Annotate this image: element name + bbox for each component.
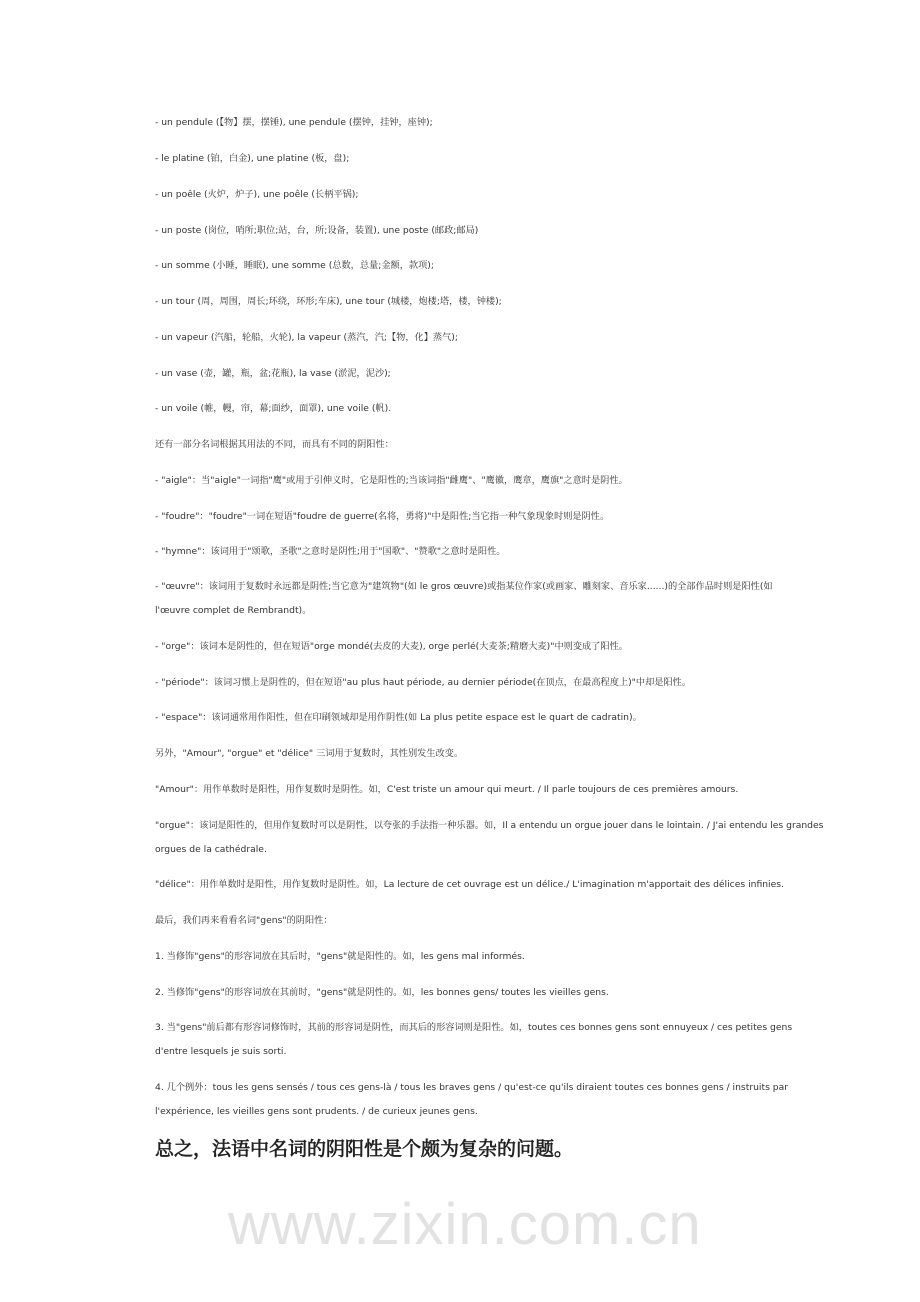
text-line: 3. 当"gens"前后都有形容词修饰时，其前的形容词是阴性，而其后的形容词则是阳性。如，toutes ces bonnes gens sont ennuyeux / ces petites gens xyxy=(155,1022,793,1033)
text-line: orgues de la cathédrale. xyxy=(155,844,267,855)
watermark: www.zixin.com.cn xyxy=(228,1192,702,1257)
text-line: 2. 当修饰"gens"的形容词放在其前时，"gens"就是阴性的。如，les bonnes gens/ toutes les vieilles gens. xyxy=(155,987,609,998)
conclusion-heading: 总之，法语中名词的阴阳性是个颇为复杂的问题。 xyxy=(155,1138,574,1160)
text-line: - "aigle"：当"aigle"一词指"鹰"或用于引伸义时，它是阳性的;当该词指"雌鹰"、"鹰徽，鹰章，鹰旗"之意时是阴性。 xyxy=(155,475,628,486)
text-line: - un somme (小睡，睡眠), une somme (总数，总量;金额，款项); xyxy=(155,260,434,271)
text-line: - "foudre"："foudre"一词在短语"foudre de guerre(名将，勇将)"中是阳性;当它指一种气象现象时则是阴性。 xyxy=(155,511,610,522)
text-line: - "période"：该词习惯上是阴性的，但在短语"au plus haut période, au dernier période(在顶点，在最高程度上)"中却是阳性。 xyxy=(155,677,692,688)
text-line: 还有一部分名词根据其用法的不同，而具有不同的阴阳性： xyxy=(155,439,394,450)
text-line: 1. 当修饰"gens"的形容词放在其后时，"gens"就是阳性的。如，les gens mal informés. xyxy=(155,951,525,962)
text-line: - le platine (铂，白金), une platine (板，盘); xyxy=(155,153,350,164)
text-line: "Amour"：用作单数时是阳性，用作复数时是阴性。如，C'est triste un amour qui meurt. / Il parle toujours de ces premières amours. xyxy=(155,784,739,795)
text-line: "délice"：用作单数时是阳性，用作复数时是阴性。如，La lecture de cet ouvrage est un délice./ L'imagination m'apportait des délices infinies. xyxy=(155,879,784,890)
text-line: "orgue"：该词是阳性的，但用作复数时可以是阴性，以夸张的手法指一种乐器。如，Il a entendu un orgue jouer dans le lointain. / J'ai entendu les grandes xyxy=(155,820,824,831)
text-line: - "œuvre"：该词用于复数时永远都是阴性;当它意为"建筑物"(如 le gros œuvre)或指某位作家(或画家、雕刻家、音乐家......)的全部作品时则是阳性(如 xyxy=(155,581,773,592)
text-line: - "hymne"：该词用于"颂歌，圣歌"之意时是阴性;用于"国歌"、"赞歌"之意时是阳性。 xyxy=(155,546,506,557)
text-line: 4. 几个例外：tous les gens sensés / tous ces gens-là / tous les braves gens / qu'est-ce qu'ils diraient toutes ces bonnes gens / instruits par xyxy=(155,1082,789,1093)
text-line: - un vase (壶，罐，瓶，盆;花瓶), la vase (淤泥，泥沙); xyxy=(155,368,391,379)
text-line: 最后，我们再来看看名词"gens"的阴阳性： xyxy=(155,915,333,926)
text-line: - "orge"：该词本是阴性的，但在短语"orge mondé(去皮的大麦), orge perlé(大麦茶;精磨大麦)"中则变成了阳性。 xyxy=(155,641,628,652)
text-line: 另外，"Amour", "orgue" et "délice" 三词用于复数时，其性别发生改变。 xyxy=(155,748,464,759)
text-line: - un voile (帷，幔，帘，幕;面纱，面罩), une voile (帆). xyxy=(155,403,392,414)
text-line: - un poste (岗位，哨所;职位;站，台，所;设备，装置), une poste (邮政;邮局) xyxy=(155,225,479,236)
text-line: l'œuvre complet de Rembrandt)。 xyxy=(155,605,312,616)
text-line: l'expérience, les vieilles gens sont prudents. / de curieux jeunes gens. xyxy=(155,1106,478,1117)
text-line: - "espace"：该词通常用作阳性，但在印刷领域却是用作阴性(如 La plus petite espace est le quart de cadratin)。 xyxy=(155,712,642,723)
text-line: - un pendule (【物】摆，摆锤), une pendule (摆钟，挂钟，座钟); xyxy=(155,117,433,128)
text-line: - un poêle (火炉，炉子), une poêle (长柄平锅); xyxy=(155,189,359,200)
text-line: - un vapeur (汽船，轮船，火轮), la vapeur (蒸汽，汽;【物，化】蒸气); xyxy=(155,332,458,343)
text-line: d'entre lesquels je suis sorti. xyxy=(155,1046,287,1057)
text-line: - un tour (周，周围，周长;环绕，环形;车床), une tour (城楼，炮楼;塔，楼，钟楼); xyxy=(155,296,502,307)
